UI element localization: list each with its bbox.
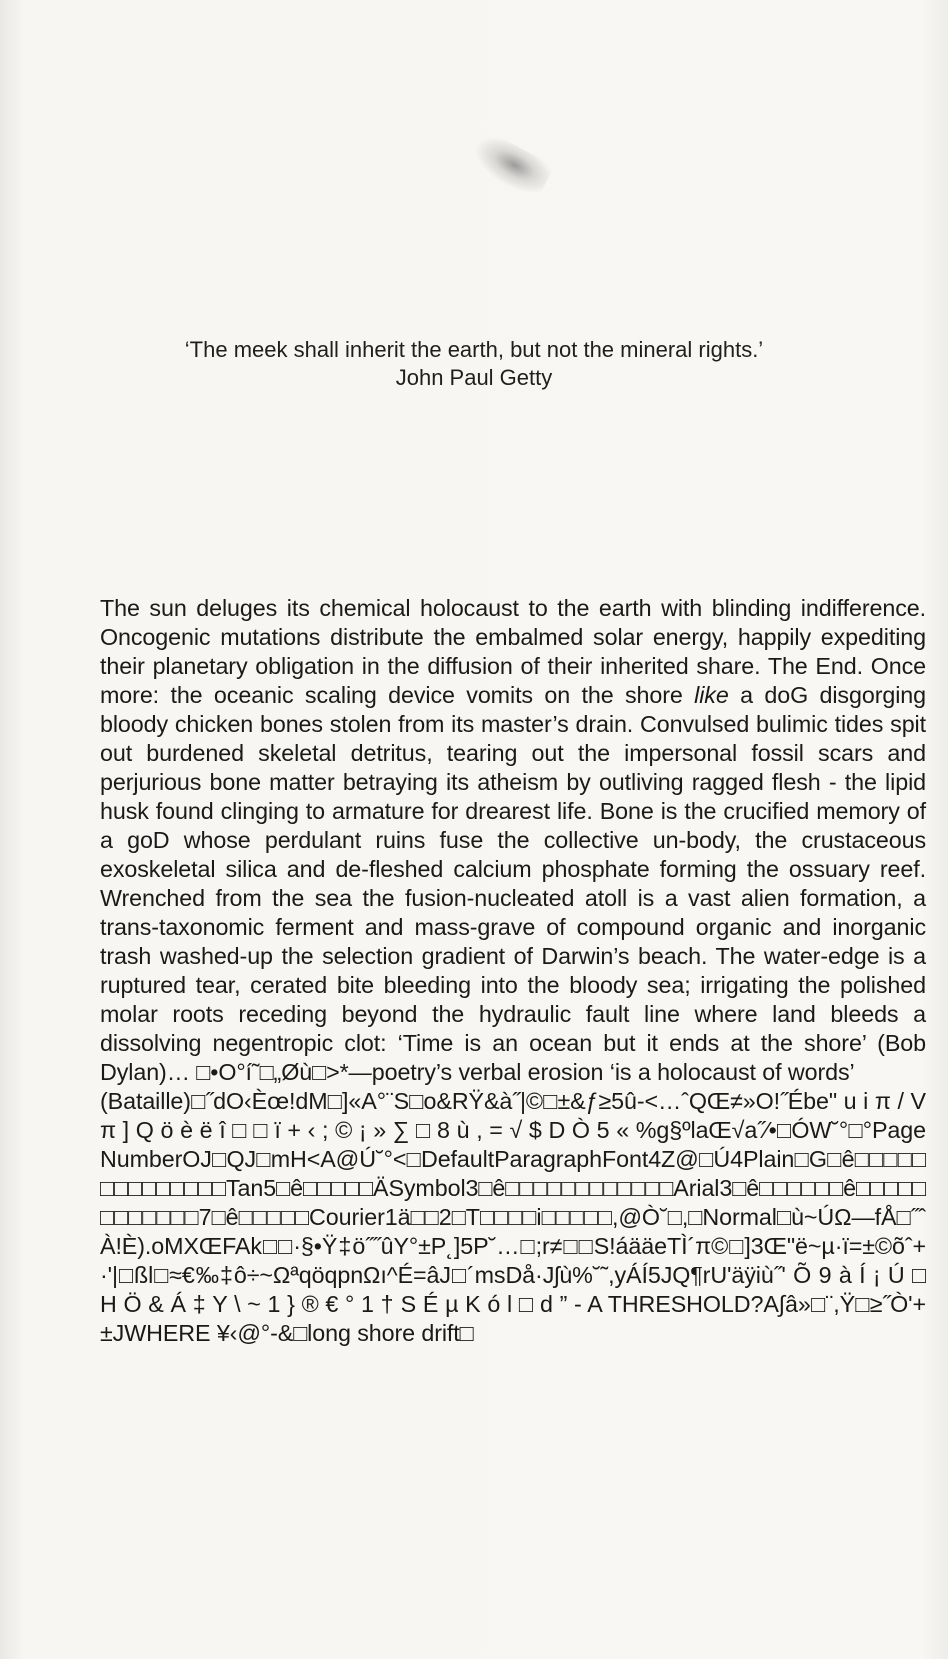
body-text	[100, 594, 926, 1348]
epigraph-quote: ‘The meek shall inherit the earth, but not the mineral rights.’	[184, 337, 764, 362]
paragraph-italic-like: like	[694, 682, 729, 708]
main-paragraph	[100, 594, 926, 1087]
paragraph-part-a: The sun deluges its chemical holocaust to the earth with blinding indifference. Oncogenic mutations distribute the embalmed solar energy, happily expediting their planetary obligation in the diffusion of their inherited share. The End. Once more: the oceanic scaling device vomits on the shore	[100, 595, 926, 708]
garbled-text-block: (Bataille)□˝dO‹Èœ!dM□]«A°¨S□o&RŸ&à˝|©□±&ƒ≥5û-<…ˆQŒ≠»O!˝Ébe" u i π / V π ] Q ö è ë î □ □ ï + ‹ ; © ¡ » ∑ □ 8 ù , = √ $ D Ò 5 « %g§ºlaŒ√a˝⁄•□ÓW˘°□°PageNumberOJ□QJ□mH<A@Ú˘°<□DefaultParagraphFont4Z@□Ú4Plain□G□ê□□□□□□□□□□□□□□Tan5□ê□□□□□ÄSymbol3□ê□□□□□□□□□□□□Arial3□ê□□□□□□ê□□□□□□□□□□□□7□ê□□□□□Courier1ä□□2□T□□□□i□□□□□,@Ò˘□,□Normal□ù~ÚΩ—fÅ□˝ˆÀ!È).oMXŒFAk□□·§•Ÿ‡ö˝˝ûY°±P˛]5P˘…□;r≠□□S!áääeTÌ´π©□]3Œ"ë~µ·ï=±©õˆ+·'|□ßl□≈€‰‡ô÷~ΩªqöqpnΩı^É=âJ□´msDå·Jʃù%˘˜,yÁÍ5JQ¶rU'äÿiù˝' Õ 9 à Í ¡ Ú □ H Ö & Á ‡ Y \ ~ 1 } ® € ° 1 † S É µ K ó l □ d ” - A THRESHOLD?A∫â»□¨,Ÿ□≥˝Ò'+±JWHERE ¥‹@°-&□long shore drift□	[100, 1088, 926, 1346]
epigraph-author: John Paul Getty	[395, 365, 553, 390]
epigraph	[0, 336, 948, 392]
paragraph-part-b: a doG disgorging bloody chicken bones stolen from its master’s drain. Convulsed bulimic tides spit out burdened skeletal detritus, tearing out the impersonal fossil scars and perjurious bone matter betraying its atheism by outliving ragged flesh - the lipid husk found clinging to armature for drearest life. Bone is the crucified memory of a goD whose perdulant ruins fuse the collective un-body, the crustaceous exoskeletal silica and de-fleshed calcium phosphate forming the ossuary reef. Wrenched from the sea the fusion-nucleated atoll is a vast alien formation, a trans-taxonomic ferment and mass-grave of compound organic and inorganic trash washed-up the selection gradient of Darwin’s beach. The water-edge is a ruptured tear, cerated bite bleeding into the bloody sea; irrigating the polished molar roots receding beyond the hydraulic fault line where land bleeds a dissolving negentropic clot: ‘Time is an ocean but it ends at the shore’ (Bob Dylan)… □•O°í˜□„Øù□>*—poetry’s verbal erosion ‘is a holocaust of words’	[100, 682, 926, 1085]
ink-smudge	[465, 129, 554, 202]
